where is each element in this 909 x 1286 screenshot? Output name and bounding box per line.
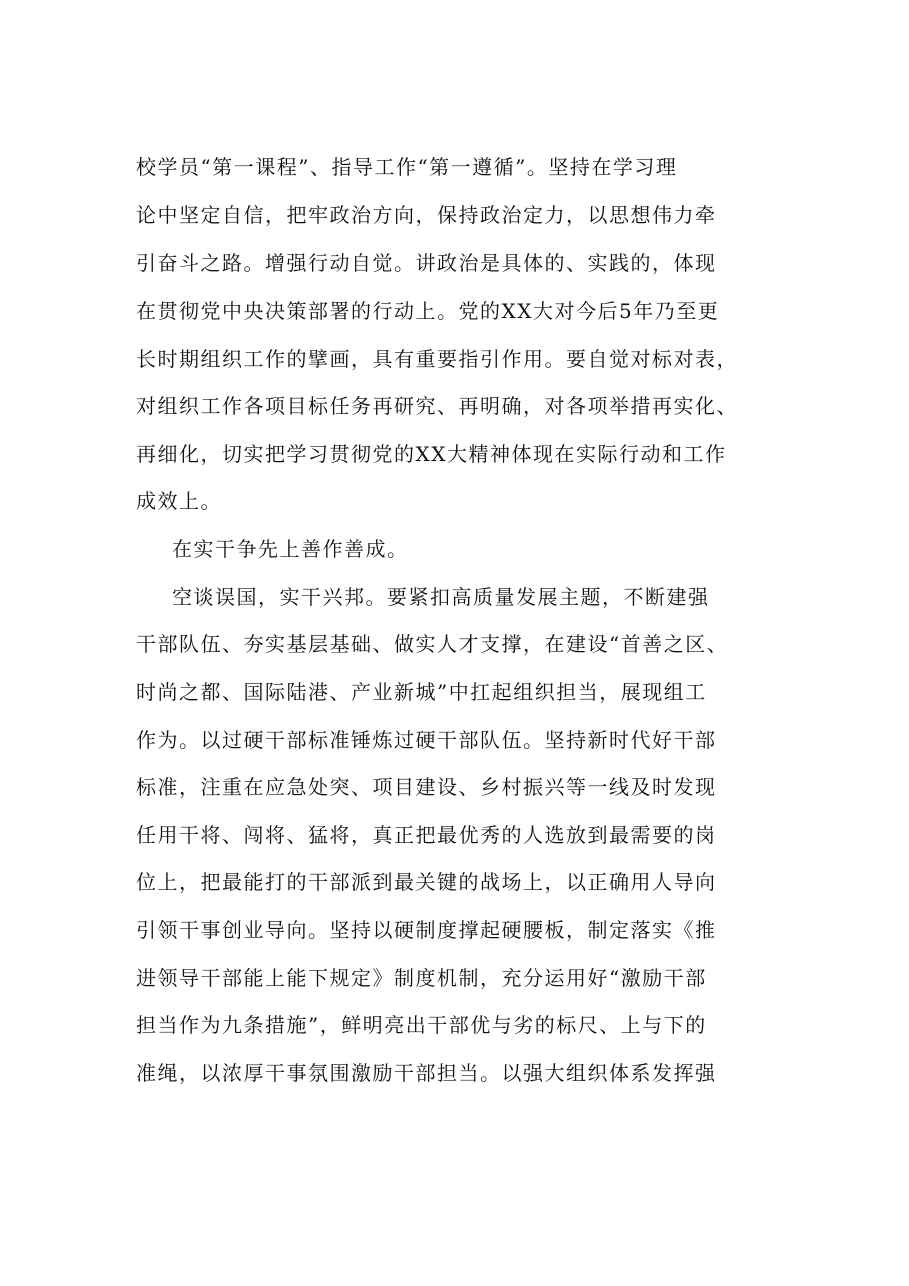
text-line: 校学员“第一课程”、指导工作“第一遵循”。坚持在学习理 xyxy=(136,155,678,179)
text-line: 任用干将、闯将、猛将，真正把最优秀的人选放到最需要的岗 xyxy=(136,823,717,847)
text-line: 准绳，以浓厚干事氛围激励干部担当。以强大组织体系发挥强 xyxy=(136,1061,717,1085)
text-line: 位上，把最能打的干部派到最关键的战场上，以正确用人导向 xyxy=(136,870,717,894)
text-line: 在贯彻党中央决策部署的行动上。党的XX大对今后5年乃至更 xyxy=(136,299,720,323)
text-line: 作为。以过硬干部标准锤炼过硬干部队伍。坚持新时代好干部 xyxy=(136,728,717,752)
text-line: 再细化，切实把学习贯彻党的XX大精神体现在实际行动和工作 xyxy=(136,442,727,466)
text-line: 空谈误国，实干兴邦。要紧扣高质量发展主题，不断建强 xyxy=(172,585,710,609)
text-line: 标准，注重在应急处突、项目建设、乡村振兴等一线及时发现 xyxy=(136,775,717,799)
section-heading: 在实干争先上善作善成。 xyxy=(172,537,409,561)
text-line: 引奋斗之路。增强行动自觉。讲政治是具体的、实践的，体现 xyxy=(136,251,717,275)
text-line: 成效上。 xyxy=(136,489,222,513)
text-line: 对组织工作各项目标任务再研究、再明确，对各项举措再实化、 xyxy=(136,394,738,418)
text-line: 时尚之都、国际陆港、产业新城”中扛起组织担当，展现组工 xyxy=(136,680,707,704)
text-line: 引领干事创业导向。坚持以硬制度撑起硬腰板，制定落实《推 xyxy=(136,918,717,942)
text-line: 长时期组织工作的擘画，具有重要指引作用。要自觉对标对表， xyxy=(136,347,738,371)
text-line: 干部队伍、夯实基层基础、做实人才支撑，在建设“首善之区、 xyxy=(136,632,729,656)
text-line: 进领导干部能上能下规定》制度机制，充分运用好“激励干部 xyxy=(136,966,707,990)
text-line: 论中坚定自信，把牢政治方向，保持政治定力，以思想伟力牵 xyxy=(136,203,717,227)
text-line: 担当作为九条措施”，鲜明亮出干部优与劣的标尺、上与下的 xyxy=(136,1013,707,1037)
